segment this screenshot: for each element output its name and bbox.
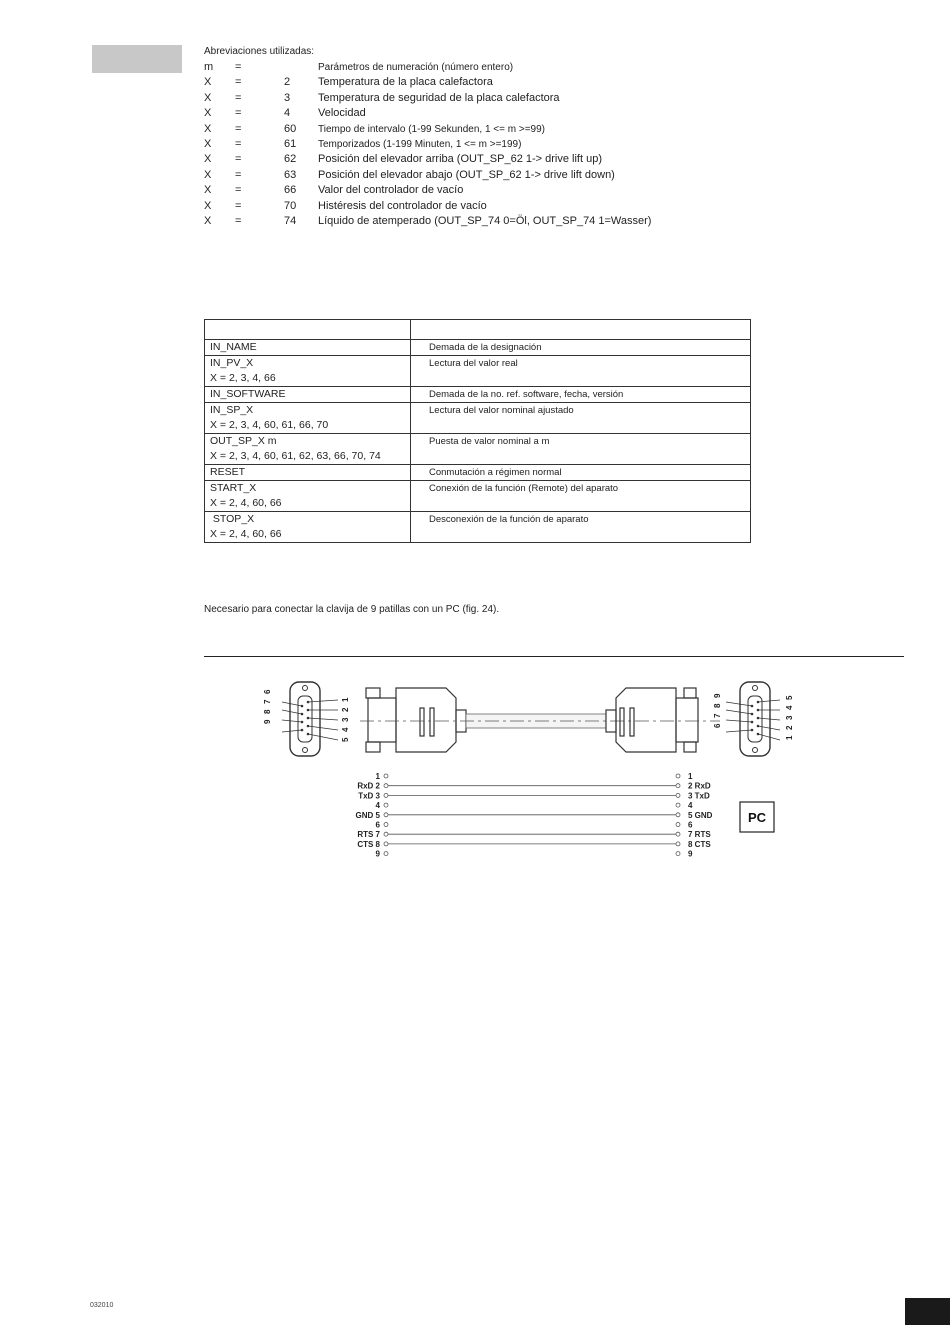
pin-terminal	[384, 803, 388, 807]
command-name: IN_PV_X	[210, 357, 254, 369]
table-row	[205, 340, 751, 356]
divider-line	[204, 656, 904, 657]
pin-terminal	[676, 842, 680, 846]
abbreviation-row	[204, 152, 764, 167]
abbreviation-description: Tiempo de intervalo (1-99 Sekunden, 1 <= m >=99)	[318, 123, 545, 135]
pin-terminal	[676, 784, 680, 788]
header-cell-command	[205, 320, 411, 340]
abbreviation-description: Parámetros de numeración (número entero)	[318, 62, 514, 73]
abbreviation-equals: =	[235, 214, 242, 227]
right-plug	[606, 688, 698, 752]
command-description: Demada de la designación	[411, 340, 751, 356]
abbreviations-intro: Abreviaciones utilizadas:	[204, 46, 315, 57]
pin-terminal	[676, 823, 680, 827]
wire-label-right: 4	[688, 801, 693, 811]
abbreviation-description: Velocidad	[318, 107, 366, 120]
wire-label-left: RTS 7	[357, 830, 380, 840]
pin-label: 1	[341, 697, 350, 702]
pin-terminal	[676, 774, 680, 778]
wire-label-right: 2 RxD	[688, 781, 711, 791]
wire-label-right: 7 RTS	[688, 830, 711, 840]
command-name: START_X	[210, 482, 257, 494]
command-parameters: X = 2, 3, 4, 60, 61, 66, 70	[210, 419, 329, 431]
abbreviation-description: Valor del controlador de vacío	[318, 184, 464, 197]
pin-label: 1	[785, 735, 794, 740]
wire-label-left: 6	[375, 820, 380, 830]
pin-label: 4	[785, 705, 794, 710]
wire-label-left: TxD 3	[358, 791, 380, 801]
abbreviation-number: 63	[284, 168, 297, 181]
table-row	[205, 403, 751, 434]
abbreviation-symbol: X	[204, 153, 212, 166]
wiring-schematic	[356, 772, 713, 859]
wire-label-right: 1	[688, 772, 693, 781]
pin-label: 5	[785, 695, 794, 700]
header-cell-function	[411, 320, 751, 340]
cable	[360, 714, 720, 728]
cable-diagram	[260, 670, 800, 870]
abbreviation-equals: =	[235, 76, 242, 89]
pin-terminal	[384, 842, 388, 846]
pin-label: 6	[713, 723, 722, 728]
command-name: OUT_SP_X m	[210, 435, 277, 447]
wire-label-right: 9	[688, 849, 693, 859]
abbreviation-description: Histéresis del controlador de vacío	[318, 199, 487, 212]
pc-label: PC	[747, 810, 767, 825]
abbreviation-symbol: X	[204, 107, 212, 120]
pin-terminal	[676, 852, 680, 856]
table-row	[205, 387, 751, 403]
command-cell	[205, 356, 411, 387]
command-cell	[205, 403, 411, 434]
command-description: Demada de la no. ref. software, fecha, versión	[411, 387, 751, 403]
pin-label: 9	[263, 719, 272, 724]
command-name: IN_SP_X	[210, 404, 254, 416]
command-name: RESET	[210, 466, 246, 478]
abbreviation-symbol: X	[204, 184, 212, 197]
table-row	[205, 356, 751, 387]
abbreviation-row	[204, 75, 764, 90]
command-cell	[205, 340, 411, 356]
pin-terminal	[384, 823, 388, 827]
command-cell	[205, 481, 411, 512]
abbreviation-row	[204, 91, 764, 106]
pin-label: 3	[341, 717, 350, 722]
command-name: IN_SOFTWARE	[210, 388, 286, 400]
abbreviation-number: 60	[284, 122, 297, 135]
abbreviation-number: 4	[284, 107, 291, 120]
abbreviation-number: 62	[284, 153, 297, 166]
pin-terminal	[384, 774, 388, 778]
wire-label-left: RxD 2	[357, 781, 380, 791]
abbreviation-symbol: m	[204, 61, 214, 73]
command-cell	[205, 465, 411, 481]
pin-label: 3	[785, 715, 794, 720]
abbreviation-description: Posición del elevador arriba (OUT_SP_62 1-> drive lift up)	[318, 153, 602, 166]
abbreviation-row	[204, 122, 764, 137]
table-row	[205, 512, 751, 543]
left-connector-face	[263, 682, 350, 756]
abbreviation-equals: =	[235, 168, 242, 181]
abbreviation-description: Líquido de atemperado (OUT_SP_74 0=Öl, OUT_SP_74 1=Wasser)	[318, 214, 652, 227]
abbreviation-symbol: X	[204, 214, 212, 227]
pc-box	[740, 802, 774, 832]
abbreviation-number: 66	[284, 184, 297, 197]
abbreviations-list	[204, 44, 764, 229]
command-parameters: X = 2, 3, 4, 60, 61, 62, 63, 66, 70, 74	[210, 450, 381, 462]
abbreviation-row	[204, 183, 764, 198]
abbreviation-symbol: X	[204, 76, 212, 89]
command-cell	[205, 512, 411, 543]
abbreviation-description: Posición del elevador abajo (OUT_SP_62 1-> drive lift down)	[318, 168, 615, 181]
abbreviation-description: Temperatura de seguridad de la placa calefactora	[318, 91, 560, 104]
wire-label-right: 3 TxD	[688, 791, 710, 801]
abbreviation-symbol: X	[204, 122, 212, 135]
command-parameters: X = 2, 3, 4, 66	[210, 372, 276, 384]
pin-label: 2	[785, 725, 794, 730]
pin-label: 5	[341, 737, 350, 742]
right-connector-face	[713, 682, 794, 756]
page-number-tab	[905, 1298, 950, 1325]
wire-label-left: 1	[375, 772, 380, 781]
document-code: 032010	[90, 1302, 114, 1309]
abbreviation-number: 74	[284, 214, 297, 227]
pin-terminal	[676, 803, 680, 807]
pin-label: 8	[263, 709, 272, 714]
abbreviation-row	[204, 168, 764, 183]
wire-label-left: 9	[375, 849, 380, 859]
section-tab	[92, 45, 182, 73]
abbreviation-equals: =	[235, 107, 242, 120]
table-header-row	[205, 320, 751, 340]
command-name: STOP_X	[210, 513, 255, 525]
wire-label-right: 6	[688, 820, 693, 830]
abbreviation-row	[204, 60, 764, 75]
table-row	[205, 465, 751, 481]
abbreviation-equals: =	[235, 122, 242, 135]
abbreviation-row	[204, 199, 764, 214]
abbreviation-number: 3	[284, 91, 291, 104]
pin-label: 4	[341, 727, 350, 732]
pin-terminal	[384, 852, 388, 856]
abbreviation-equals: =	[235, 153, 242, 166]
pin-terminal	[676, 813, 680, 817]
abbreviation-equals: =	[235, 61, 242, 73]
wire-label-right: 5 GND	[688, 810, 713, 820]
command-description: Conexión de la función (Remote) del aparato	[411, 481, 751, 512]
command-description: Lectura del valor nominal ajustado	[411, 403, 751, 434]
pin-terminal	[676, 793, 680, 797]
command-description: Desconexión de la función de aparato	[411, 512, 751, 543]
command-cell	[205, 434, 411, 465]
abbreviation-symbol: X	[204, 199, 212, 212]
abbreviation-equals: =	[235, 91, 242, 104]
abbreviation-equals: =	[235, 184, 242, 197]
wire-label-right: 8 CTS	[688, 839, 711, 849]
abbreviation-row	[204, 106, 764, 121]
abbreviation-number: 70	[284, 199, 297, 212]
abbreviation-description: Temperatura de la placa calefactora	[318, 76, 493, 89]
pin-label: 2	[341, 707, 350, 712]
command-description: Puesta de valor nominal a m	[411, 434, 751, 465]
command-cell	[205, 387, 411, 403]
pin-label: 6	[263, 689, 272, 694]
command-parameters: X = 2, 4, 60, 66	[210, 528, 282, 540]
pin-terminal	[384, 813, 388, 817]
abbreviation-symbol: X	[204, 91, 212, 104]
abbreviation-number: 2	[284, 76, 291, 89]
command-description: Conmutación a régimen normal	[411, 465, 751, 481]
abbreviation-row	[204, 214, 764, 229]
abbreviation-symbol: X	[204, 168, 212, 181]
pin-label: 7	[263, 699, 272, 704]
command-description: Lectura del valor real	[411, 356, 751, 387]
pin-label: 9	[713, 693, 722, 698]
abbreviation-row	[204, 137, 764, 152]
pin-terminal	[384, 784, 388, 788]
command-table	[204, 319, 751, 543]
abbreviation-number: 61	[284, 137, 297, 150]
pin-label: 7	[713, 713, 722, 718]
pin-label: 8	[713, 703, 722, 708]
abbreviation-equals: =	[235, 137, 242, 150]
table-row	[205, 434, 751, 465]
abbreviation-symbol: X	[204, 137, 212, 150]
wire-label-left: 4	[375, 801, 380, 811]
abbreviation-description: Temporizados (1-199 Minuten, 1 <= m >=199)	[318, 138, 522, 150]
pin-terminal	[384, 793, 388, 797]
pin-terminal	[384, 832, 388, 836]
table-row	[205, 481, 751, 512]
connection-note: Necesario para conectar la clavija de 9 patillas con un PC (fig. 24).	[204, 604, 500, 615]
command-name: IN_NAME	[210, 341, 257, 353]
command-parameters: X = 2, 4, 60, 66	[210, 497, 282, 509]
wire-label-left: GND 5	[355, 810, 380, 820]
left-plug	[366, 688, 466, 752]
pin-terminal	[676, 832, 680, 836]
abbreviation-equals: =	[235, 199, 242, 212]
wire-label-left: CTS 8	[357, 839, 380, 849]
